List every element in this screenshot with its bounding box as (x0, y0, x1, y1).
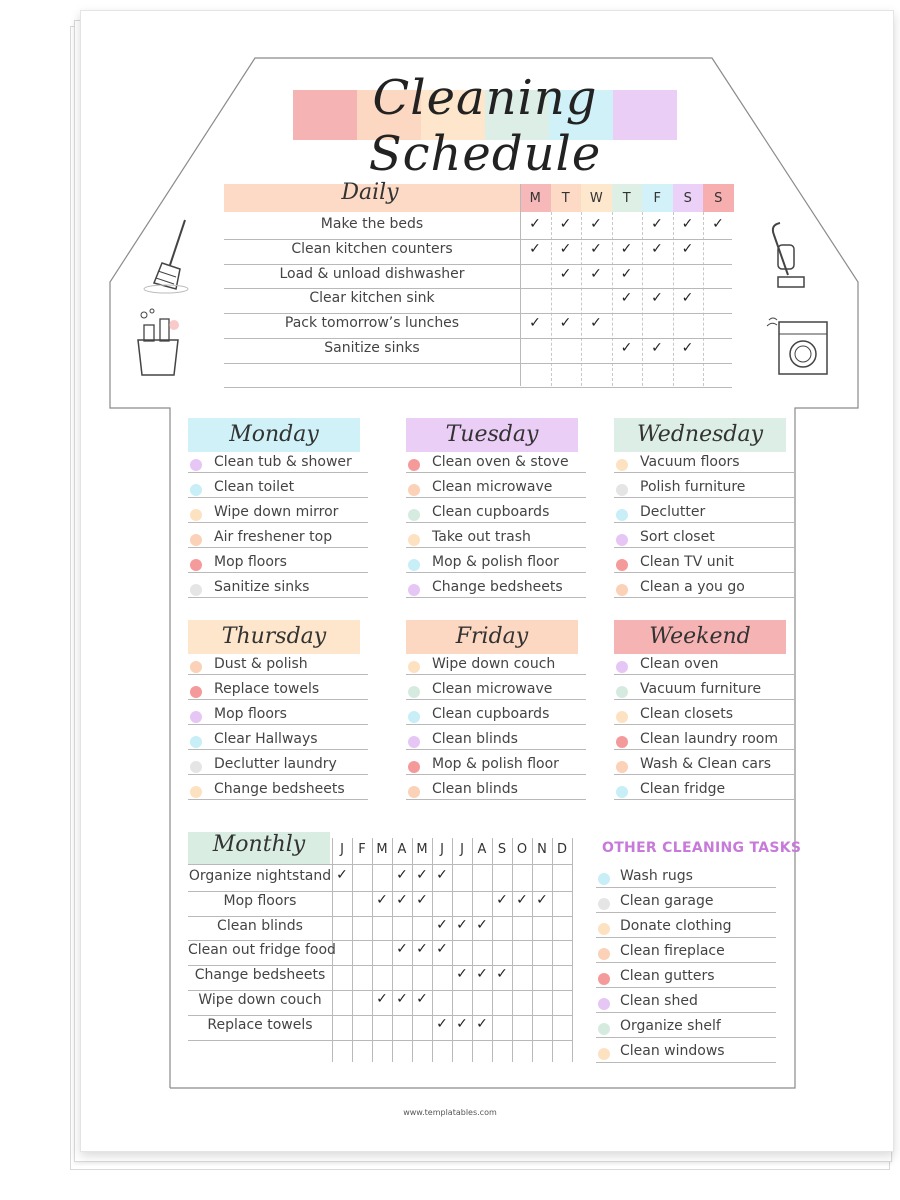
bullet-dot (408, 661, 420, 673)
checkmark-icon: ✓ (436, 916, 448, 933)
month-column-line (352, 838, 353, 1062)
checkmark-icon: ✓ (620, 265, 633, 282)
other-task-label: Wash rugs (620, 868, 693, 884)
bullet-dot (616, 761, 628, 773)
weekly-row-line (614, 724, 794, 725)
checkmark-icon: ✓ (620, 240, 633, 257)
weekly-task-label: Clean tub & shower (214, 454, 352, 470)
weekly-task-label: Change bedsheets (214, 781, 345, 797)
weekly-row-line (406, 572, 586, 573)
checkmark-icon: ✓ (590, 240, 602, 257)
checkmark-icon: ✓ (416, 991, 428, 1007)
checkmark-icon: ✓ (681, 216, 694, 232)
weekly-heading: Weekend (649, 624, 751, 649)
weekly-row-line (188, 572, 368, 573)
weekly-task-label: Take out trash (432, 529, 531, 545)
bullet-dot (616, 786, 628, 798)
weekly-task-label: Wipe down couch (432, 656, 556, 672)
other-row-line (596, 912, 776, 913)
bullet-dot (190, 711, 202, 723)
weekly-task-label: Vacuum floors (640, 454, 740, 470)
checkmark-icon: ✓ (416, 867, 428, 883)
other-tasks-heading: OTHER CLEANING TASKS (602, 840, 802, 856)
weekly-row-line (188, 749, 368, 750)
weekly-row-line (406, 749, 586, 750)
daily-task-label: Load & unload dishwasher (279, 265, 465, 282)
monthly-task-label: Mop floors (223, 892, 297, 909)
month-letter: S (497, 842, 507, 857)
monthly-row-line (188, 940, 572, 941)
monthly-heading: Monthly (212, 832, 306, 857)
weekly-row-line (614, 699, 794, 700)
month-letter: N (537, 842, 547, 857)
bullet-dot (408, 509, 420, 521)
other-task-label: Clean garage (620, 893, 714, 909)
weekly-heading: Wednesday (636, 422, 764, 447)
bullet-dot (190, 459, 202, 471)
monthly-task-label: Organize nightstand (188, 868, 332, 884)
other-row-line (596, 1012, 776, 1013)
weekly-task-label: Clean microwave (432, 681, 553, 697)
weekly-row-line (188, 724, 368, 725)
checkmark-icon: ✓ (456, 966, 468, 983)
other-task-label: Clean windows (620, 1043, 725, 1059)
daily-row-line (224, 239, 732, 240)
weekly-task-label: Sanitize sinks (214, 579, 310, 595)
weekly-task-label: Clean oven (640, 656, 719, 672)
other-row-line (596, 1037, 776, 1038)
weekly-task-label: Polish furniture (640, 479, 746, 495)
day-letter: M (529, 191, 541, 206)
month-column-line (532, 838, 533, 1062)
month-letter: J (440, 842, 444, 857)
checkmark-icon: ✓ (536, 891, 548, 908)
monthly-task-label: Wipe down couch (198, 992, 322, 1008)
checkmark-icon: ✓ (396, 867, 408, 883)
checkmark-icon: ✓ (416, 941, 428, 958)
monthly-header-line (188, 864, 572, 865)
checkmark-icon: ✓ (436, 1015, 448, 1032)
month-column-line (572, 838, 573, 1062)
checkmark-icon: ✓ (681, 290, 694, 307)
daily-row-line (224, 387, 732, 388)
weekly-row-line (188, 597, 368, 598)
daily-row-line (224, 264, 732, 265)
month-letter: M (416, 842, 428, 857)
bullet-dot (616, 661, 628, 673)
page-title: Cleaning Schedule (368, 70, 602, 182)
weekly-row-line (614, 572, 794, 573)
bullet-dot (408, 484, 420, 496)
month-column-line (552, 838, 553, 1062)
checkmark-icon: ✓ (559, 265, 572, 282)
daily-row-line (224, 363, 732, 364)
other-task-label: Clean fireplace (620, 943, 725, 959)
month-column-line (492, 838, 493, 1062)
daily-task-label: Make the beds (320, 216, 424, 232)
monthly-task-label: Clean out fridge food (188, 942, 336, 959)
checkmark-icon: ✓ (529, 240, 541, 257)
weekly-task-label: Clean laundry room (640, 731, 778, 747)
weekly-task-label: Mop floors (214, 554, 287, 570)
bullet-dot (408, 534, 420, 546)
month-letter: O (516, 842, 528, 857)
cleaning-bucket-icon (130, 305, 190, 380)
weekly-row-line (614, 497, 794, 498)
checkmark-icon: ✓ (456, 1015, 468, 1032)
weekly-task-label: Clean microwave (432, 479, 553, 495)
checkmark-icon: ✓ (476, 1015, 488, 1032)
vacuum-icon (760, 215, 820, 295)
bullet-dot (190, 686, 202, 698)
month-column-line (372, 838, 373, 1062)
bullet-dot (408, 459, 420, 471)
weekly-row-line (188, 547, 368, 548)
checkmark-icon: ✓ (559, 315, 572, 332)
weekly-row-line (406, 724, 586, 725)
monthly-row-line (188, 916, 572, 917)
washing-machine-icon (765, 310, 835, 380)
checkmark-icon: ✓ (712, 216, 724, 232)
other-row-line (596, 1062, 776, 1063)
weekly-task-label: Declutter laundry (214, 756, 337, 772)
checkmark-icon: ✓ (476, 966, 488, 983)
month-column-line (512, 838, 513, 1062)
weekly-task-label: Clean blinds (432, 731, 518, 747)
checkmark-icon: ✓ (620, 340, 633, 356)
weekly-task-label: Declutter (640, 504, 706, 520)
other-row-line (596, 987, 776, 988)
weekly-row-line (614, 774, 794, 775)
other-task-label: Clean gutters (620, 968, 715, 984)
weekly-task-label: Clean closets (640, 706, 734, 722)
month-letter: J (460, 842, 464, 857)
daily-row-line (224, 313, 732, 314)
day-letter: T (561, 191, 570, 206)
weekly-task-label: Sort closet (640, 529, 715, 545)
bullet-dot (598, 1048, 610, 1060)
weekly-task-label: Clean cupboards (432, 504, 550, 520)
other-task-label: Organize shelf (620, 1018, 721, 1034)
bullet-dot (190, 484, 202, 496)
month-letter: F (358, 842, 366, 857)
monthly-task-label: Change bedsheets (194, 967, 326, 984)
daily-task-label: Pack tomorrow’s lunches (284, 315, 460, 332)
weekly-row-line (406, 547, 586, 548)
weekly-task-label: Mop floors (214, 706, 287, 722)
weekly-task-label: Clean blinds (432, 781, 518, 797)
weekly-task-label: Dust & polish (214, 656, 308, 672)
weekly-heading: Monday (229, 422, 319, 447)
bullet-dot (190, 761, 202, 773)
weekly-row-line (406, 799, 586, 800)
weekly-row-line (614, 799, 794, 800)
monthly-row-line (188, 1015, 572, 1016)
bullet-dot (616, 459, 628, 471)
weekly-row-line (614, 522, 794, 523)
weekly-row-line (188, 522, 368, 523)
weekly-task-label: Clean TV unit (640, 554, 734, 570)
weekly-row-line (614, 547, 794, 548)
weekly-heading: Tuesday (445, 422, 539, 447)
month-letter: M (376, 842, 388, 857)
weekly-row-line (188, 774, 368, 775)
bullet-dot (598, 1023, 610, 1035)
weekly-row-line (406, 497, 586, 498)
bullet-dot (190, 736, 202, 748)
checkmark-icon: ✓ (336, 867, 348, 883)
weekly-row-line (188, 799, 368, 800)
checkmark-icon: ✓ (620, 290, 633, 307)
checkmark-icon: ✓ (590, 216, 602, 232)
day-letter: T (622, 191, 631, 206)
bullet-dot (616, 509, 628, 521)
day-letter: S (683, 191, 692, 206)
weekly-task-label: Clean cupboards (432, 706, 550, 722)
weekly-row-line (406, 674, 586, 675)
bullet-dot (616, 584, 628, 596)
month-letter: D (556, 842, 567, 857)
weekly-row-line (614, 749, 794, 750)
bullet-dot (408, 584, 420, 596)
checkmark-icon: ✓ (436, 941, 448, 958)
bullet-dot (190, 584, 202, 596)
bullet-dot (616, 736, 628, 748)
checkmark-icon: ✓ (376, 891, 388, 908)
bullet-dot (616, 686, 628, 698)
checkmark-icon: ✓ (396, 891, 408, 908)
bullet-dot (190, 559, 202, 571)
daily-task-label: Clean kitchen counters (291, 240, 453, 257)
monthly-row-line (188, 965, 572, 966)
checkmark-icon: ✓ (496, 966, 508, 983)
bullet-dot (408, 736, 420, 748)
checkmark-icon: ✓ (496, 891, 508, 908)
checkmark-icon: ✓ (681, 240, 694, 257)
day-letter: F (653, 191, 661, 206)
weekly-row-line (614, 674, 794, 675)
bullet-dot (190, 661, 202, 673)
weekly-heading: Thursday (221, 624, 327, 649)
weekly-task-label: Clean oven & stove (432, 454, 569, 470)
bullet-dot (616, 534, 628, 546)
month-letter: A (397, 842, 407, 857)
other-row-line (596, 962, 776, 963)
broom-icon (140, 215, 200, 295)
checkmark-icon: ✓ (559, 216, 572, 232)
checkmark-icon: ✓ (529, 315, 541, 332)
monthly-task-label: Clean blinds (217, 917, 303, 934)
day-letter: W (589, 191, 603, 206)
bullet-dot (616, 711, 628, 723)
footer-url: www.templatables.com (403, 1108, 497, 1117)
checkmark-icon: ✓ (651, 340, 663, 356)
bullet-dot (598, 898, 610, 910)
daily-heading: Daily (341, 180, 399, 205)
bullet-dot (408, 686, 420, 698)
weekly-row-line (406, 597, 586, 598)
monthly-row-line (188, 1040, 572, 1041)
weekly-task-label: Clean toilet (214, 479, 295, 495)
checkmark-icon: ✓ (396, 941, 408, 958)
checkmark-icon: ✓ (396, 991, 408, 1007)
checkmark-icon: ✓ (681, 340, 694, 356)
bullet-dot (408, 559, 420, 571)
bullet-dot (616, 559, 628, 571)
bullet-dot (598, 873, 610, 885)
checkmark-icon: ✓ (651, 216, 663, 232)
daily-task-label: Sanitize sinks (324, 340, 420, 356)
daily-row-line (224, 288, 732, 289)
weekly-task-label: Clean a you go (640, 579, 745, 595)
weekly-row-line (188, 699, 368, 700)
checkmark-icon: ✓ (436, 867, 448, 883)
checkmark-icon: ✓ (651, 290, 663, 307)
weekly-heading: Friday (455, 624, 529, 649)
weekly-task-label: Change bedsheets (432, 579, 563, 595)
bullet-dot (190, 509, 202, 521)
bullet-dot (598, 998, 610, 1010)
weekly-row-line (188, 472, 368, 473)
other-row-line (596, 887, 776, 888)
month-letter: A (477, 842, 487, 857)
checkmark-icon: ✓ (529, 216, 541, 232)
weekly-row-line (188, 497, 368, 498)
weekly-row-line (614, 597, 794, 598)
weekly-task-label: Wash & Clean cars (640, 756, 772, 772)
checkmark-icon: ✓ (416, 891, 428, 908)
weekly-task-label: Clear Hallways (214, 731, 318, 747)
weekly-row-line (406, 699, 586, 700)
monthly-task-label: Replace towels (207, 1016, 313, 1033)
checkmark-icon: ✓ (559, 240, 572, 257)
bullet-dot (598, 973, 610, 985)
checkmark-icon: ✓ (456, 916, 468, 933)
weekly-row-line (406, 774, 586, 775)
daily-task-label: Clear kitchen sink (309, 290, 435, 307)
bullet-dot (190, 534, 202, 546)
other-row-line (596, 937, 776, 938)
weekly-task-label: Air freshener top (214, 529, 333, 545)
weekly-row-line (188, 674, 368, 675)
other-task-label: Donate clothing (620, 918, 732, 934)
weekly-row-line (406, 472, 586, 473)
bullet-dot (408, 761, 420, 773)
checkmark-icon: ✓ (651, 240, 663, 257)
checkmark-icon: ✓ (590, 315, 602, 332)
weekly-task-label: Replace towels (214, 681, 320, 697)
weekly-task-label: Vacuum furniture (640, 681, 762, 697)
day-letter: S (714, 191, 723, 206)
checkmark-icon: ✓ (590, 265, 602, 282)
checkmark-icon: ✓ (516, 891, 528, 908)
weekly-row-line (614, 472, 794, 473)
daily-divider (520, 184, 521, 386)
other-task-label: Clean shed (620, 993, 698, 1009)
weekly-task-label: Mop & polish floor (432, 554, 559, 570)
bullet-dot (190, 786, 202, 798)
bullet-dot (598, 948, 610, 960)
bullet-dot (598, 923, 610, 935)
weekly-task-label: Wipe down mirror (214, 504, 339, 520)
checkmark-icon: ✓ (376, 991, 388, 1007)
checkmark-icon: ✓ (476, 916, 488, 933)
daily-row-line (224, 338, 732, 339)
weekly-task-label: Clean fridge (640, 781, 726, 797)
bullet-dot (408, 786, 420, 798)
bullet-dot (408, 711, 420, 723)
bullet-dot (616, 484, 628, 496)
weekly-task-label: Mop & polish floor (432, 756, 559, 772)
month-letter: J (340, 842, 344, 857)
weekly-row-line (406, 522, 586, 523)
